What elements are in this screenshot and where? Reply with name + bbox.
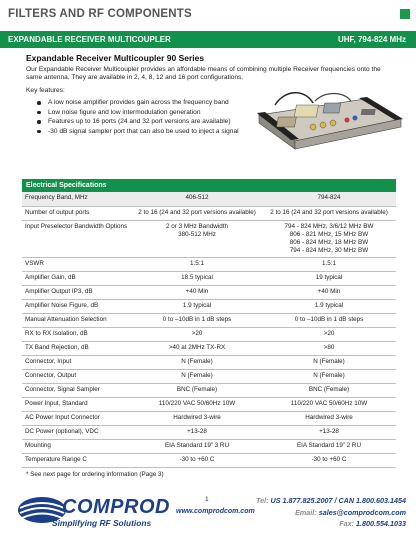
spec-row (22, 341, 396, 355)
spec-row (22, 439, 396, 453)
spec-row (22, 271, 396, 285)
website-link[interactable]: www.comprodcom.com (176, 508, 255, 515)
spec-label: Amplifier Gain, dB (22, 271, 132, 285)
spec-label: Connector, Signal Sampler (22, 383, 132, 397)
email-link[interactable]: sales@comprodcom.com (318, 507, 406, 517)
spec-label: RX to RX Isolation, dB (22, 327, 132, 341)
spec-row (22, 285, 396, 299)
spec-row (22, 397, 396, 411)
product-photo (255, 79, 405, 154)
spec-label: TX Band Rejection, dB (22, 341, 132, 355)
spec-value-406-512: -30 to +60 C (132, 453, 262, 467)
key-features-label: Key features: (26, 87, 65, 94)
page-header (0, 6, 416, 26)
spec-value-794-824: -30 to +60 C (262, 453, 396, 467)
header-square-icon (400, 9, 410, 19)
spec-value-406-512: N (Female) (132, 369, 262, 383)
spec-row (22, 453, 396, 467)
spec-value-406-512: EIA Standard 19” 3 RU (132, 439, 262, 453)
spec-value-406-512: 18.5 typical (132, 271, 262, 285)
spec-label: Amplifier Output IP3, dB (22, 285, 132, 299)
spec-value-406-512: 1.5:1 (132, 257, 262, 271)
spec-label: AC Power Input Connector (22, 411, 132, 425)
spec-value-794-824: >80 (262, 341, 396, 355)
spec-row (22, 257, 396, 271)
spec-value-406-512: 2 or 3 MHz Bandwidth 380-512 MHz (132, 220, 262, 257)
spec-label: Power Input, Standard (22, 397, 132, 411)
ordering-footnote: * See next page for ordering information (Page 3) (26, 471, 164, 478)
spec-label: Number of output ports (22, 206, 132, 220)
feature-item: Features up to 16 ports (24 and 32 port versions are available) (34, 117, 274, 127)
spec-value-794-824: BNC (Female) (262, 383, 396, 397)
spec-value-794-824: 2 to 16 (24 and 32 port versions available) (262, 206, 396, 220)
fax-label: Fax: (339, 519, 355, 528)
spec-row (22, 383, 396, 397)
spec-label: Manual Attenuation Selection (22, 313, 132, 327)
banner-product-name: EXPANDABLE RECEIVER MULTICOUPLER (8, 35, 171, 44)
spec-value-406-512: 0 to –10dB in 1 dB steps (132, 313, 262, 327)
spec-value-406-512: 406-512 (132, 192, 262, 206)
spec-value-406-512: +13-28 (132, 425, 262, 439)
spec-row (22, 411, 396, 425)
spec-value-794-824: 19 typical (262, 271, 396, 285)
spec-table-heading: Electrical Specifications (22, 179, 396, 192)
spec-value-794-824: 1.9 typical (262, 299, 396, 313)
spec-value-794-824: Hardwired 3-wire (262, 411, 396, 425)
spec-row (22, 355, 396, 369)
spec-value-794-824: N (Female) (262, 369, 396, 383)
spec-label: Mounting (22, 439, 132, 453)
spec-value-794-824: +13-28 (262, 425, 396, 439)
email-label: Email: (295, 507, 317, 517)
spec-value-794-824: 1.5:1 (262, 257, 396, 271)
product-banner (0, 31, 416, 48)
spec-row (22, 327, 396, 341)
spec-value-794-824: N (Female) (262, 355, 396, 369)
spec-row (22, 220, 396, 257)
spec-label: VSWR (22, 257, 132, 271)
spec-row (22, 299, 396, 313)
fax-number: 1.800.554.1033 (356, 519, 406, 528)
company-tagline: Simplifying RF Solutions (52, 518, 152, 528)
spec-value-406-512: >20 (132, 327, 262, 341)
spec-label: Connector, Input (22, 355, 132, 369)
comprod-logo-text: COMPROD (62, 496, 170, 518)
product-intro: Our Expandable Receiver Multicoupler provides an affordable means of combining multiple Receiver frequencies onto the same antenna. They are available in 2, 4, 8, 12 and 16 port configurations. (26, 66, 381, 82)
spec-value-794-824: 0 to –10dB in 1 dB steps (262, 313, 396, 327)
feature-item: -30 dB signal sampler port that can also be used to inject a signal (34, 127, 274, 137)
spec-value-406-512: BNC (Female) (132, 383, 262, 397)
spec-value-794-824: 794-824 (262, 192, 396, 206)
spec-row (22, 369, 396, 383)
spec-value-794-824: >20 (262, 327, 396, 341)
spec-table-body (22, 192, 396, 467)
spec-value-406-512: N (Female) (132, 355, 262, 369)
product-title: Expandable Receiver Multicoupler 90 Series (26, 53, 205, 63)
spec-value-406-512: 1.9 typical (132, 299, 262, 313)
spec-value-406-512: 2 to 16 (24 and 32 port versions available) (132, 206, 262, 220)
spec-value-406-512: 110/220 VAC 50/60Hz 10W (132, 397, 262, 411)
spec-value-794-824: EIA Standard 19” 2 RU (262, 439, 396, 453)
spec-row (22, 206, 396, 220)
spec-row (22, 192, 396, 206)
tel-number: US 1.877.825.2007 / CAN 1.800.603.1454 (270, 496, 406, 505)
spec-label: Input Preselector Bandwidth Options (22, 220, 132, 257)
spec-value-406-512: Hardwired 3-wire (132, 411, 262, 425)
feature-item: Low noise figure and low intermodulation generation (34, 108, 274, 118)
spec-row (22, 313, 396, 327)
spec-label: Amplifier Noise Figure, dB (22, 299, 132, 313)
electrical-specifications-table (22, 179, 396, 468)
spec-label: DC Power (optional), VDC (22, 425, 132, 439)
contact-block (256, 495, 406, 530)
banner-frequency: UHF, 794-824 MHz (337, 35, 406, 44)
spec-row (22, 425, 396, 439)
feature-item: A low noise amplifier provides gain across the frequency band (34, 98, 274, 108)
page-header-title: FILTERS AND RF COMPONENTS (8, 8, 192, 20)
spec-value-406-512: +40 Min (132, 285, 262, 299)
spec-value-794-824: 110/220 VAC 50/60Hz 10W (262, 397, 396, 411)
spec-value-406-512: >40 at 2MHz TX-RX (132, 341, 262, 355)
spec-value-794-824: +40 Min (262, 285, 396, 299)
feature-list (34, 98, 274, 136)
spec-label: Temperature Range C (22, 453, 132, 467)
spec-label: Connector, Output (22, 369, 132, 383)
page-number: 1 (205, 496, 209, 503)
spec-value-794-824: 794 - 824 MHz, 3/6/12 MHz BW 806 - 821 MHz, 15 MHz BW 806 - 824 MHz, 18 MHz BW 794 - 824 MHz, 30 MHz BW (262, 220, 396, 257)
tel-label: Tel: (256, 496, 269, 505)
spec-label: Frequency Band, MHz (22, 192, 132, 206)
